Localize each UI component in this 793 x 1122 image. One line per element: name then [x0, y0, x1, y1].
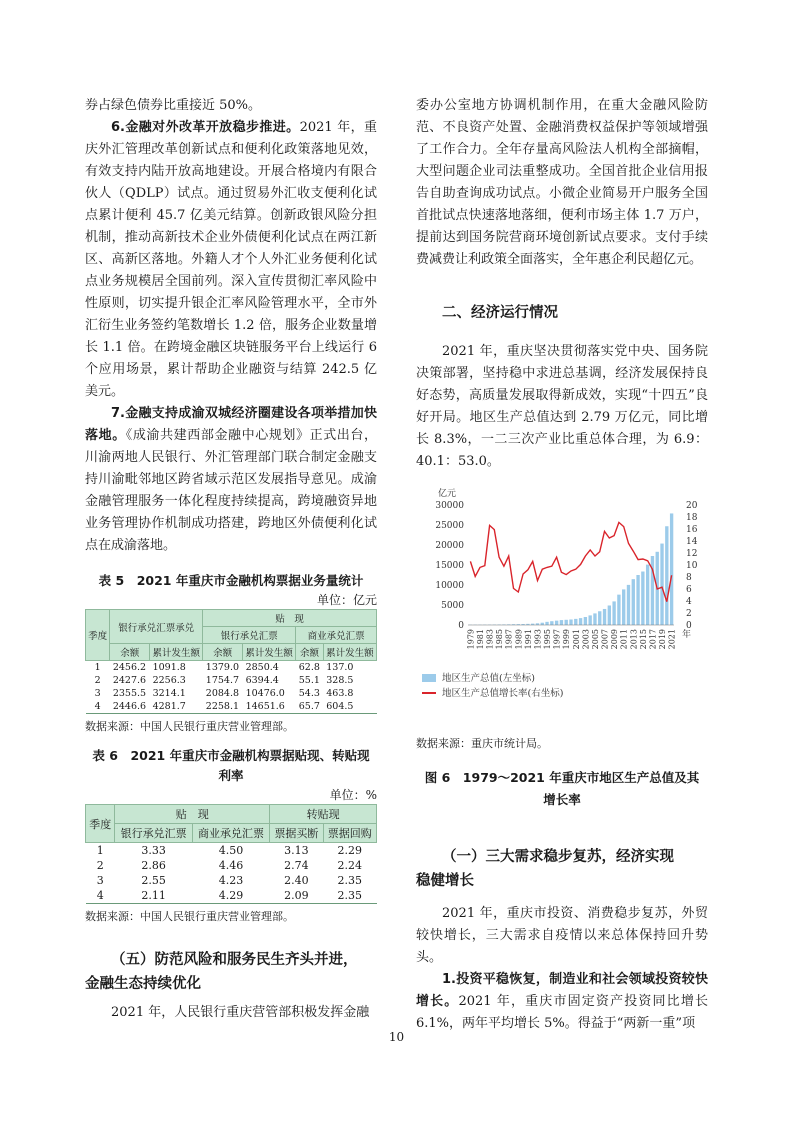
table-cell: 2.09 [270, 888, 323, 904]
table5-header: 贴 现 [203, 610, 377, 627]
table-row [86, 687, 377, 700]
gdp-bar [636, 575, 639, 625]
table5-unit: 单位：亿元 [316, 593, 377, 607]
left-tick-label: 30000 [435, 501, 464, 511]
table-cell: 2.29 [337, 844, 363, 857]
table-cell: 2355.5 [112, 688, 147, 699]
table-cell: 3.13 [284, 844, 309, 857]
paragraph [85, 117, 377, 403]
table-cell: 2.40 [284, 874, 309, 887]
table-cell: 2.11 [115, 888, 192, 904]
table6-caption-line: 利率 [218, 768, 244, 783]
x-tick-label: 2001 [571, 629, 581, 650]
x-tick-label: 1993 [533, 629, 543, 650]
gdp-chart-svg [416, 483, 708, 733]
table5-caption: 表 5 2021 年重庆市金融机构票据业务量统计 [98, 573, 364, 588]
paragraph [416, 969, 708, 1035]
right-tick-label: 12 [686, 549, 698, 559]
table5-source: 数据来源：中国人民银行重庆营业管理部。 [85, 720, 294, 733]
table6-unit: 单位：% [329, 788, 377, 802]
gdp-bar [550, 621, 553, 625]
paragraph-heading: 1.投资平稳恢复，制造业和社会领域投资较快增长。 [416, 972, 708, 1009]
table-cell: 4.23 [218, 874, 244, 887]
table-cell: 1 [96, 844, 104, 857]
table-row [86, 888, 377, 904]
section-title-line: 稳健增长 [416, 873, 474, 889]
paragraph: 券占绿色债券比重接近 50%。 [85, 98, 262, 113]
x-tick-label: 2003 [581, 629, 591, 650]
table-cell: 2084.8 [205, 688, 240, 699]
gdp-bar [665, 526, 668, 625]
table6 [85, 804, 377, 904]
x-tick-label: 1997 [552, 629, 562, 650]
x-tick-label: 1985 [495, 629, 505, 650]
table-cell: 1754.7 [205, 675, 240, 686]
x-axis-unit: 年 [682, 630, 692, 640]
gdp-bar [588, 615, 591, 625]
table-cell: 1091.8 [152, 662, 186, 673]
x-tick-label: 2019 [658, 629, 668, 650]
left-tick-label: 5000 [441, 601, 464, 611]
table-cell: 2446.6 [110, 700, 150, 714]
table5-header: 银行承兑汇票 [203, 627, 296, 644]
table-cell: 14651.6 [243, 700, 296, 714]
gdp-bar [584, 617, 587, 625]
x-tick-label: 1983 [485, 629, 495, 650]
table-cell: 2.55 [141, 874, 166, 887]
paragraph-body: 《成渝共建西部金融中心规划》正式出台，川渝两地人民银行、外汇管理部门联合制定金融支持川渝毗邻地区跨省域示范区发展指导意见。成渝金融管理服务一体化程度持续提高，跨境融资异地业务管理协作机制成功搭建，跨地区外债便利化试点在成渝落地。 [85, 428, 377, 553]
x-tick-label: 1991 [523, 629, 533, 650]
table-cell: 4.46 [218, 859, 244, 872]
table5-header: 余额 [203, 644, 243, 661]
gdp-bar [612, 601, 615, 625]
table-cell: 2.24 [337, 859, 363, 872]
table-cell: 2.86 [141, 859, 166, 872]
x-tick-label: 1987 [504, 629, 514, 650]
table-cell: 2.35 [337, 874, 363, 887]
table-cell: 3214.1 [152, 688, 186, 699]
gdp-bar [670, 513, 673, 625]
table-cell: 4 [86, 700, 110, 714]
x-tick-label: 1979 [466, 629, 476, 650]
table-cell: 10476.0 [245, 688, 285, 699]
table6-header: 季度 [86, 805, 115, 843]
table-cell: 54.3 [298, 688, 320, 699]
subsection1-heading [416, 845, 708, 893]
table6-header: 票据回购 [323, 824, 376, 843]
table-cell: 65.7 [296, 700, 324, 714]
table-cell: 1379.0 [205, 662, 240, 673]
table-cell: 2.74 [284, 859, 309, 872]
paragraph: 2021 年，人民银行重庆营管部积极发挥金融 [111, 1005, 370, 1020]
x-tick-label: 1989 [514, 629, 524, 650]
table-row [86, 843, 377, 859]
gdp-bar [608, 605, 611, 625]
table-row [86, 661, 377, 675]
paragraph: 2021 年，重庆市投资、消费稳步复苏，外贸较快增长，三大需求自疫情以来总体保持回升势头。 [416, 906, 708, 965]
paragraph-heading: 6.金融对外改革开放稳步推进。 [111, 120, 300, 135]
legend-label: 地区生产总值增长率(右坐标) [442, 688, 564, 699]
table-cell: 1 [94, 662, 101, 673]
right-tick-label: 20 [686, 501, 698, 511]
table5-header: 商业承兑汇票 [296, 627, 377, 644]
x-tick-label: 1999 [562, 629, 572, 650]
section-title: 二、经济运行情况 [442, 305, 558, 321]
x-tick-label: 2021 [667, 629, 677, 650]
table-cell: 3 [96, 874, 104, 887]
right-tick-label: 4 [686, 597, 692, 607]
paragraph: 委办公室地方协调机制作用，在重大金融风险防范、不良资产处置、金融消费权益保护等领域增强了工作合力。全年存量高风险法人机构全部摘帽，大型问题企业司法重整成功。全国首批企业信用报告自助查询成功试点。小微企业简易开户服务全国首批试点快速落地落细，便利市场主体 1.7 万户，提前达到国务院营商环境创新试点要求。支付手续费减费让利政策全面落实，全年惠企利民超亿元。 [416, 98, 708, 267]
gdp-bar [646, 565, 649, 625]
table-cell: 62.8 [298, 662, 320, 673]
table5-header: 余额 [296, 644, 324, 661]
table-row [86, 700, 377, 714]
gdp-bar [545, 622, 548, 625]
table-cell: 2256.3 [152, 675, 186, 686]
page-number: 10 [388, 1030, 405, 1044]
table6-caption [85, 746, 377, 786]
table5-header: 季度 [86, 610, 110, 661]
table-cell: 4 [86, 888, 115, 904]
x-tick-label: 2015 [638, 629, 648, 650]
gdp-bar [660, 544, 663, 625]
table-row [86, 873, 377, 888]
gdp-bar [555, 621, 558, 625]
table-cell: 6394.4 [245, 675, 279, 686]
gdp-bar [593, 613, 596, 625]
figure-caption-line: 增长率 [543, 792, 581, 807]
left-tick-label: 0 [458, 621, 464, 631]
table6-source: 数据来源：中国人民银行重庆营业管理部。 [85, 910, 294, 923]
section-title-line: （一）三大需求稳步复苏，经济实现 [442, 849, 674, 865]
legend-label: 地区生产总值(左坐标) [442, 673, 535, 684]
table-cell: 3.33 [141, 844, 166, 857]
right-tick-label: 0 [686, 621, 692, 631]
table-cell: 2427.6 [112, 675, 147, 686]
section-title-line: 金融生态持续优化 [85, 976, 201, 992]
x-tick-label: 2009 [610, 629, 620, 650]
table6-header: 转贴现 [270, 805, 377, 824]
table-row [86, 674, 377, 687]
right-tick-label: 14 [686, 537, 698, 547]
gdp-chart [416, 483, 708, 733]
table6-header: 票据买断 [270, 824, 323, 843]
section-title-line: （五）防范风险和服务民生齐头并进， [111, 952, 358, 968]
table5-header: 累计发生额 [243, 644, 296, 661]
x-tick-label: 2011 [619, 629, 629, 650]
left-tick-label: 25000 [435, 521, 464, 531]
right-tick-label: 8 [686, 573, 692, 583]
table6-header: 贴 现 [115, 805, 270, 824]
table5-header: 累计发生额 [323, 644, 376, 661]
gdp-bar [603, 609, 606, 625]
left-column [85, 95, 377, 1024]
table-cell: 137.0 [326, 662, 354, 673]
gdp-bar [569, 619, 572, 625]
table5-header: 累计发生额 [150, 644, 203, 661]
gdp-bar [579, 618, 582, 625]
x-tick-label: 2007 [600, 629, 610, 650]
right-tick-label: 6 [686, 585, 692, 595]
x-tick-label: 1995 [543, 629, 553, 650]
table-cell: 4.50 [218, 844, 244, 857]
paragraph: 2021 年，重庆坚决贯彻落实党中央、国务院决策部署，坚持稳中求进总基调，经济发展保持良好态势，高质量发展取得新成效，实现“十四五”良好开局。地区生产总值达到 2.79 万亿元，同比增长 8.3%，一二三次产业比重总体合理，为 6.9：40.1：53.0。 [416, 344, 708, 469]
table5 [85, 609, 377, 714]
left-axis-unit: 亿元 [438, 489, 457, 499]
x-tick-label: 2013 [629, 629, 639, 650]
table6-header: 银行承兑汇票 [115, 824, 192, 843]
legend-swatch-bar [422, 674, 436, 682]
paragraph [85, 403, 377, 557]
right-column [416, 95, 708, 1035]
table-cell: 2258.1 [203, 700, 243, 714]
table6-header: 商业承兑汇票 [192, 824, 269, 843]
paragraph-body: 2021 年，重庆市固定资产投资同比增长 6.1%，两年平均增长 5%。得益于“两新一重”项 [416, 994, 708, 1031]
x-tick-label: 1981 [475, 629, 485, 650]
right-tick-label: 16 [686, 525, 698, 535]
x-tick-label: 2005 [590, 629, 600, 650]
section5-heading [85, 948, 377, 996]
gdp-bar [632, 579, 635, 625]
gdp-bar [641, 572, 644, 625]
paragraph-body: 2021 年，重庆外汇管理改革创新试点和便利化政策落地见效，有效支持内陆开放高地建设。开展合格境内有限合伙人（QDLP）试点。通过贸易外汇收支便利化试点累计便利 45.7 亿美元结算。创新政银风险分担机制，推动高新技术企业外债便利化试点在两江新区、高新区落地。外籍人才个人外汇业务便利化试点业务规模居全国前列。深入宣传贯彻汇率风险中性原则，切实提升银企汇率风险管理水平，全市外汇衍生业务签约笔数增长 1.2 倍，服务企业数量增长 1.1 倍。在跨境金融区块链服务平台上线运行 6 个应用场景，累计帮助企业融资与结算 242.5 亿美元。 [85, 120, 378, 399]
paragraph-heading: 7.金融支持成渝双城经济圈建设各项举措加快落地。 [85, 406, 377, 443]
table6-caption-line: 表 6 2021 年重庆市金融机构票据贴现、转贴现 [92, 748, 370, 763]
gdp-bar [560, 620, 563, 625]
right-tick-label: 2 [686, 609, 692, 619]
right-tick-label: 10 [686, 561, 698, 571]
table-cell: 2850.4 [245, 662, 279, 673]
table-cell: 604.5 [323, 700, 376, 714]
table-row [86, 858, 377, 873]
table-cell: 55.1 [298, 675, 320, 686]
table-cell: 3 [94, 688, 101, 699]
left-tick-label: 15000 [435, 561, 464, 571]
gdp-bar [541, 623, 544, 625]
table-cell: 4.29 [192, 888, 269, 904]
table-cell: 2 [94, 675, 101, 686]
gdp-bar [598, 611, 601, 625]
gdp-bar [574, 619, 577, 625]
table5-header: 银行承兑汇票承兑 [110, 610, 203, 644]
table-cell: 328.5 [326, 675, 354, 686]
table-cell: 2.35 [323, 888, 376, 904]
table-cell: 463.8 [326, 688, 354, 699]
gdp-bar [627, 585, 630, 625]
x-tick-label: 2017 [648, 629, 658, 650]
table-cell: 2 [96, 859, 104, 872]
figure-caption [416, 767, 708, 811]
figure-source: 数据来源：重庆市统计局。 [416, 737, 548, 750]
gdp-bar [617, 595, 620, 625]
left-tick-label: 10000 [435, 581, 464, 591]
table-cell: 4281.7 [150, 700, 203, 714]
right-tick-label: 18 [686, 513, 698, 523]
figure-caption-line: 图 6 1979～2021 年重庆市地区生产总值及其 [424, 770, 700, 785]
left-tick-label: 20000 [435, 541, 464, 551]
table-cell: 2456.2 [112, 662, 147, 673]
gdp-bar [622, 589, 625, 625]
table5-header: 余额 [110, 644, 150, 661]
gdp-bar [565, 620, 568, 625]
